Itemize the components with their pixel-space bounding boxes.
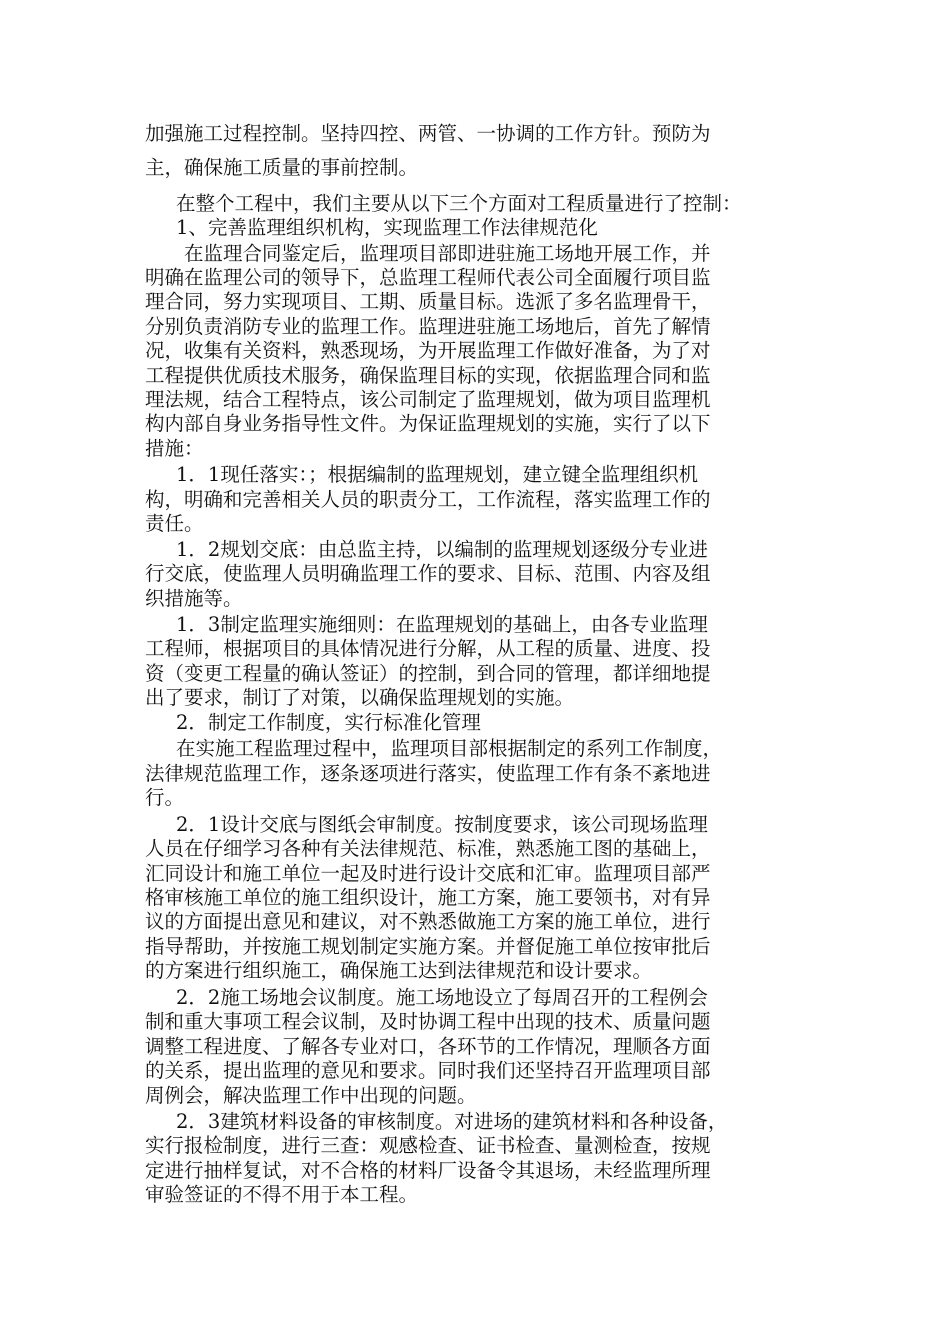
text-line: 在实施工程监理过程中，监理项目部根据制定的系列工作制度， — [176, 737, 723, 760]
section-heading: 2．制定工作制度，实行标准化管理 — [176, 711, 481, 734]
text-line: 的方案进行组织施工，确保施工达到法律规范和设计要求。 — [145, 959, 653, 982]
text-line: 议的方面提出意见和建议，对不熟悉做施工方案的施工单位，进行 — [145, 910, 711, 933]
text-line: 工程提供优质技术服务，确保监理目标的实现，依据监理合同和监 — [145, 364, 711, 387]
text-line: 的关系，提出监理的意见和要求。同时我们还坚持召开监理项目部 — [145, 1059, 711, 1082]
text-line: 2．1设计交底与图纸会审制度。按制度要求，该公司现场监理 — [176, 813, 708, 836]
text-line: 指导帮助，并按施工规划制定实施方案。并督促施工单位按审批后 — [145, 935, 711, 958]
text-line: 出了要求，制订了对策，以确保监理规划的实施。 — [145, 686, 575, 709]
text-line: 责任。 — [145, 512, 204, 535]
text-line: 资（变更工程量的确认签证）的控制，到合同的管理，都详细地提 — [145, 662, 711, 685]
text-line: 加强施工过程控制。坚持四控、两管、一协调的工作方针。预防为 — [145, 122, 711, 145]
text-line: 1．1现任落实：；根据编制的监理规划，建立键全监理组织机 — [176, 463, 699, 486]
text-line: 1．3制定监理实施细则：在监理规划的基础上，由各专业监理 — [176, 613, 708, 636]
text-line: 2．3建筑材料设备的审核制度。对进场的建筑材料和各种设备， — [176, 1110, 728, 1133]
text-line: 人员在仔细学习各种有关法律规范、标准，熟悉施工图的基础上， — [145, 837, 711, 860]
text-line: 行交底，使监理人员明确监理工作的要求、目标、范围、内容及组 — [145, 562, 711, 585]
text-line: 况，收集有关资料，熟悉现场，为开展监理工作做好准备，为了对 — [145, 339, 711, 362]
text-line: 审验签证的不得不用于本工程。 — [145, 1183, 419, 1206]
text-line: 构，明确和完善相关人员的职责分工，工作流程，落实监理工作的 — [145, 488, 711, 511]
text-line: 制和重大事项工程会议制，及时协调工程中出现的技术、质量问题 — [145, 1010, 711, 1033]
text-line: 行。 — [145, 786, 185, 809]
text-line: 汇同设计和施工单位一起及时进行设计交底和汇审。监理项目部严 — [145, 862, 711, 885]
text-line: 1．2规划交底：由总监主持，以编制的监理规划逐级分专业进 — [176, 538, 708, 561]
text-line: 织措施等。 — [145, 587, 243, 610]
text-line: 周例会，解决监理工作中出现的问题。 — [145, 1084, 477, 1107]
text-line: 格审核施工单位的施工组织设计，施工方案，施工要领书，对有异 — [145, 886, 711, 909]
text-line: 定进行抽样复试，对不合格的材料厂设备令其退场，未经监理所理 — [145, 1159, 711, 1182]
text-line: 在监理合同鉴定后，监理项目部即进驻施工场地开展工作，并 — [184, 242, 711, 265]
text-line: 法律规范监理工作，逐条逐项进行落实，使监理工作有条不紊地进 — [145, 762, 711, 785]
text-line: 明确在监理公司的领导下，总监理工程师代表公司全面履行项目监 — [145, 266, 711, 289]
text-line: 措施： — [145, 437, 204, 460]
text-line: 理法规，结合工程特点，该公司制定了监理规划，做为项目监理机 — [145, 388, 711, 411]
text-line: 分别负责消防专业的监理工作。监理进驻施工场地后，首先了解情 — [145, 315, 711, 338]
text-line: 主，确保施工质量的事前控制。 — [145, 156, 419, 179]
text-line: 调整工程进度、了解各专业对口，各环节的工作情况，理顺各方面 — [145, 1035, 711, 1058]
text-line: 理合同，努力实现项目、工期、质量目标。选派了多名监理骨干， — [145, 290, 711, 313]
text-line: 工程师，根据项目的具体情况进行分解，从工程的质量、进度、投 — [145, 637, 711, 660]
text-line: 实行报检制度，进行三查：观感检查、证书检查、量测检查，按规 — [145, 1134, 711, 1157]
text-line: 2．2施工场地会议制度。施工场地设立了每周召开的工程例会 — [176, 986, 708, 1009]
section-heading: 1、完善监理组织机构，实现监理工作法律规范化 — [176, 216, 598, 239]
text-line: 在整个工程中，我们主要从以下三个方面对工程质量进行了控制： — [176, 192, 742, 215]
text-line: 构内部自身业务指导性文件。为保证监理规划的实施，实行了以下 — [145, 412, 711, 435]
